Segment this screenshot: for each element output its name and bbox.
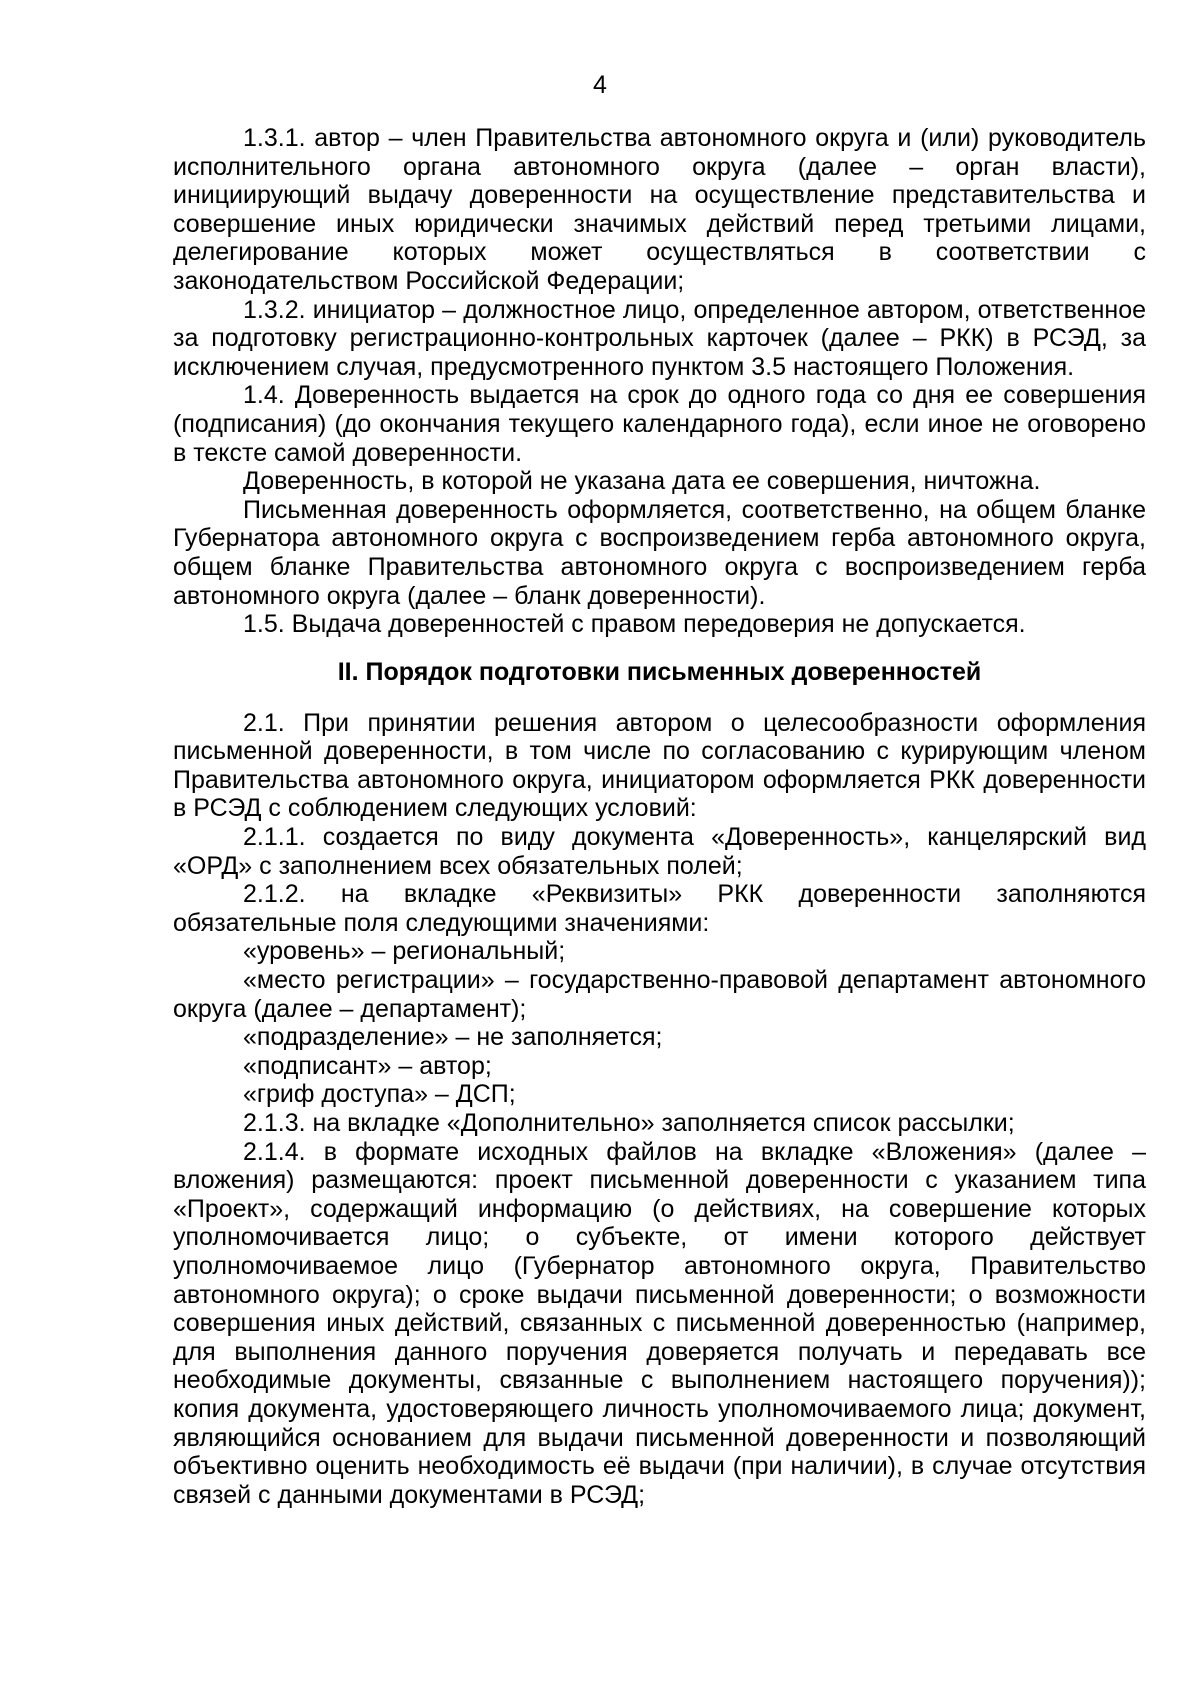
field-subdivision: «подразделение» – не заполняется;	[243, 1023, 663, 1052]
paragraph-date-void: Доверенность, в которой не указана дата ее совершения, ничтожна.	[243, 467, 1041, 496]
section-heading: II. Порядок подготовки письменных доверенностей	[337, 657, 982, 686]
field-access-stamp: «гриф доступа» – ДСП;	[243, 1080, 516, 1109]
page-number: 4	[593, 71, 607, 99]
paragraph-1-3-2: 1.3.2. инициатор – должностное лицо, определенное автором, ответственное за подготовку регистрационно-контрольных карточек (далее – РКК) в РСЭД, за исключением случая, предусмотренного пунктом 3.5 настоящего Положения.	[173, 295, 1146, 381]
field-signer: «подписант» – автор;	[243, 1051, 492, 1080]
field-level: «уровень» – региональный;	[243, 937, 566, 966]
paragraph-1-4: 1.4. Доверенность выдается на срок до одного года со дня ее совершения (подписания) (до окончания текущего календарного года), если иное не оговорено в тексте самой доверенности.	[173, 381, 1146, 467]
paragraph-1-5: 1.5. Выдача доверенностей с правом передоверия не допускается.	[243, 610, 1026, 639]
paragraph-blank-form: Письменная доверенность оформляется, соответственно, на общем бланке Губернатора автономного округа с воспроизведением герба автономного округа, общем бланке Правительства автономного округа с воспроизведением герба автономного округа (далее – бланк доверенности).	[173, 495, 1146, 610]
field-registration-place: «место регистрации» – государственно-правовой департамент автономного округа (далее – департамент);	[173, 966, 1146, 1023]
paragraph-2-1-1: 2.1.1. создается по виду документа «Доверенность», канцелярский вид «ОРД» с заполнением всех обязательных полей;	[173, 823, 1146, 880]
paragraph-2-1-3: 2.1.3. на вкладке «Дополнительно» заполняется список рассылки;	[243, 1109, 1015, 1137]
paragraph-1-3-1: 1.3.1. автор – член Правительства автономного округа и (или) руководитель исполнительного органа автономного округа (далее – орган власти), инициирующий выдачу доверенности на осуществление представительства и совершение иных юридически значимых действий перед третьими лицами, делегирование которых может осуществляться в соответствии с законодательством Российской Федерации;	[173, 124, 1146, 295]
paragraph-2-1: 2.1. При принятии решения автором о целесообразности оформления письменной доверенности, в том числе по согласованию с курирующим членом Правительства автономного округа, инициатором оформляется РКК доверенности в РСЭД с соблюдением следующих условий:	[173, 708, 1146, 823]
document-body	[173, 124, 1146, 1509]
paragraph-2-1-4: 2.1.4. в формате исходных файлов на вкладке «Вложения» (далее – вложения) размещаются: проект письменной доверенности с указанием типа «Проект», содержащий информацию (о действиях, на совершение которых уполномочивается лицо; о субъекте, от имени которого действует уполномочиваемое лицо (Губернатор автономного округа, Правительство автономного округа); о сроке выдачи письменной доверенности; о возможности совершения иных действий, связанных с письменной доверенностью (например, для выполнения данного поручения доверяется получать и передавать все необходимые документы, связанные с выполнением настоящего поручения)); копия документа, удостоверяющего личность уполномочиваемого лица; документ, являющийся основанием для выдачи письменной доверенности и позволяющий объективно оценить необходимость её выдачи (при наличии), в случае отсутствия связей с данными документами в РСЭД;	[173, 1137, 1146, 1509]
paragraph-2-1-2: 2.1.2. на вкладке «Реквизиты» РКК доверенности заполняются обязательные поля следующими значениями:	[173, 880, 1146, 937]
